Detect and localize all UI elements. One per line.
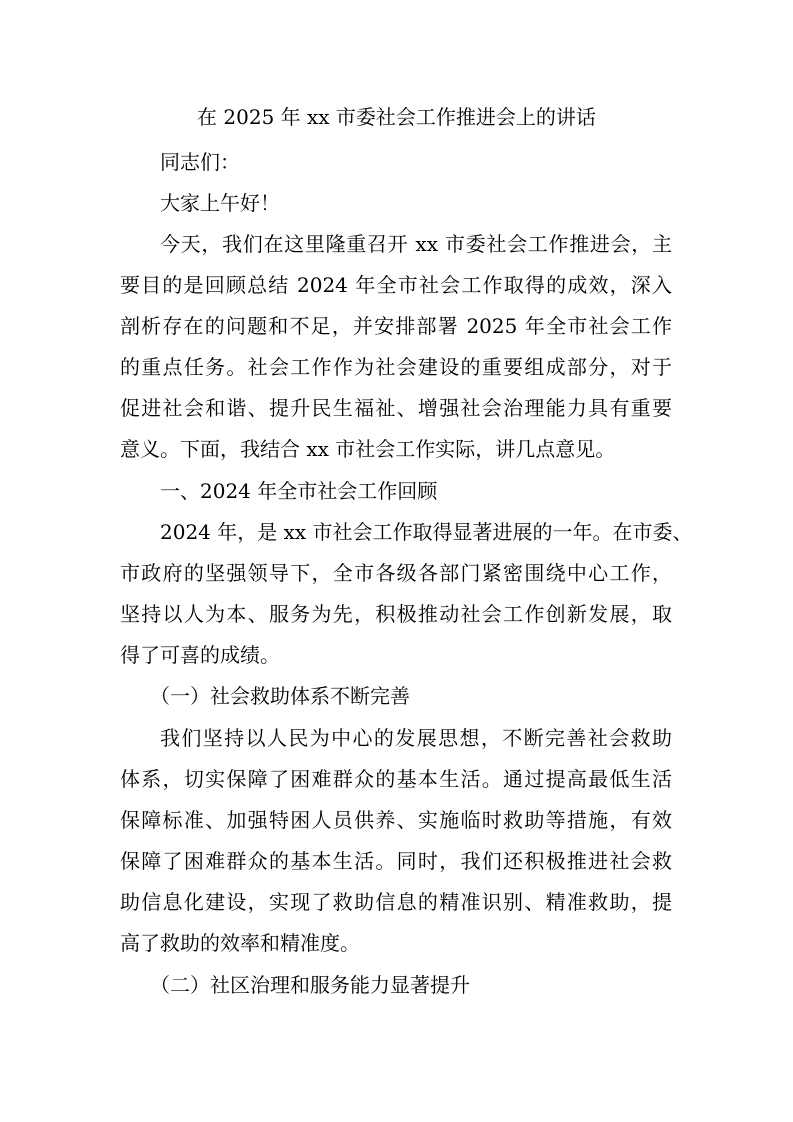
section-heading: 一、2024 年全市社会工作回顾 — [160, 479, 438, 503]
section-body-line: 得了可喜的成绩。 — [120, 643, 280, 667]
subsection-body-line: 助信息化建设，实现了救助信息的精准识别、精准救助，提 — [120, 890, 672, 914]
intro-line: 剖析存在的问题和不足，并安排部署 2025 年全市社会工作 — [120, 314, 672, 338]
subsection-body-line: 保障标准、加强特困人员供养、实施临时救助等措施，有效 — [120, 808, 672, 832]
subsection-body-line: 保障了困难群众的基本生活。同时，我们还积极推进社会救 — [120, 849, 672, 873]
subsection-body-line: 高了救助的效率和精准度。 — [120, 931, 360, 955]
section-body-line: 2024 年，是 xx 市社会工作取得显著进展的一年。在市委、 — [160, 520, 693, 544]
subsection-body-line: 体系，切实保障了困难群众的基本生活。通过提高最低生活 — [120, 767, 672, 791]
intro-line: 要目的是回顾总结 2024 年全市社会工作取得的成效，深入 — [120, 273, 672, 297]
section-body-line: 市政府的坚强领导下，全市各级各部门紧密围绕中心工作， — [120, 561, 672, 585]
greeting: 大家上午好！ — [160, 191, 280, 215]
subsection-body-line: 我们坚持以人民为中心的发展思想，不断完善社会救助 — [160, 726, 672, 750]
intro-line: 今天，我们在这里隆重召开 xx 市委社会工作推进会，主 — [160, 232, 672, 256]
subsection-heading: （二）社区治理和服务能力显著提升 — [150, 973, 470, 997]
intro-line: 促进社会和谐、提升民生福祉、增强社会治理能力具有重要 — [120, 396, 672, 420]
intro-line: 的重点任务。社会工作作为社会建设的重要组成部分，对于 — [120, 355, 672, 379]
salutation: 同志们： — [160, 150, 240, 174]
subsection-heading: （一）社会救助体系不断完善 — [150, 684, 410, 708]
section-body-line: 坚持以人为本、服务为先，积极推动社会工作创新发展，取 — [120, 602, 672, 626]
document-title: 在 2025 年 xx 市委社会工作推进会上的讲话 — [197, 105, 596, 129]
intro-line: 意义。下面，我结合 xx 市社会工作实际，讲几点意见。 — [120, 437, 616, 461]
